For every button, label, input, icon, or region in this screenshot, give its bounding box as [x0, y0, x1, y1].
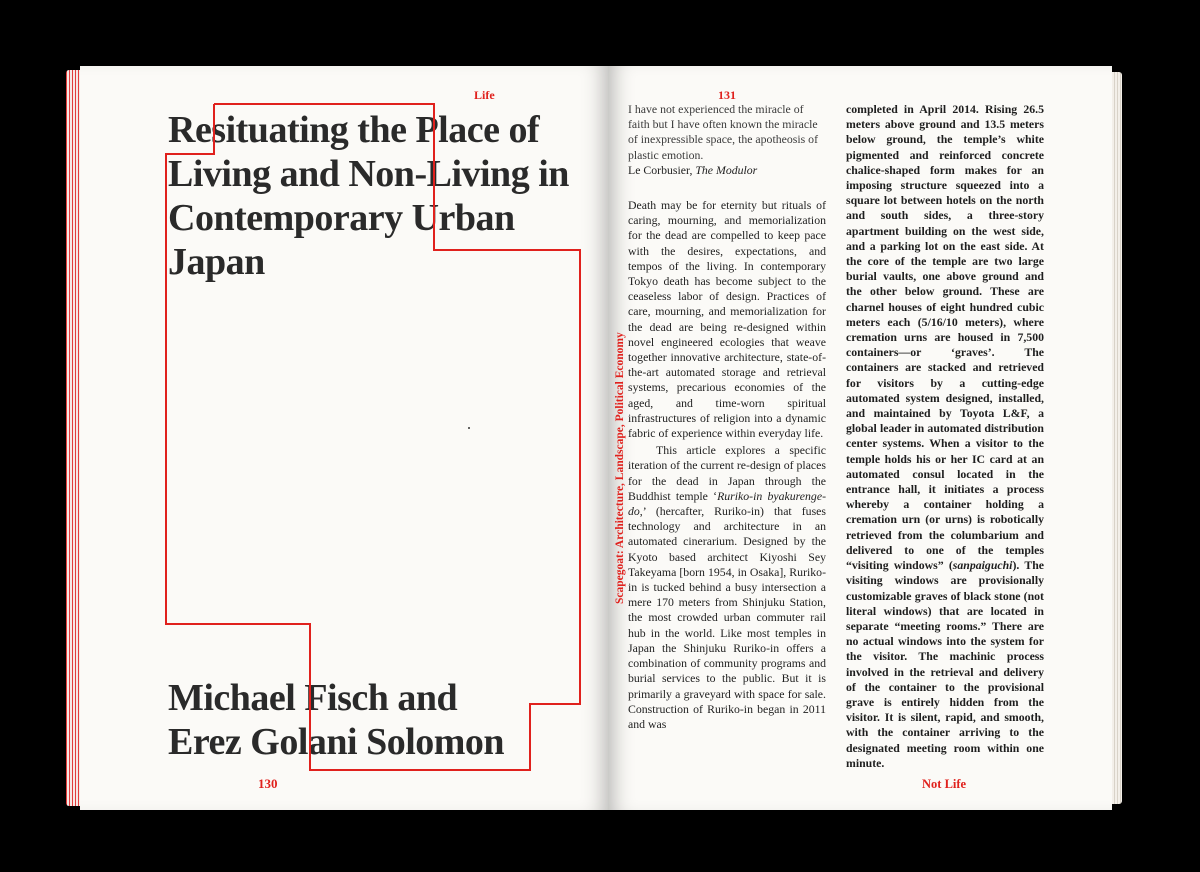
- epigraph-source: The Modulor: [695, 163, 758, 177]
- article-title: Resituating the Place of Living and Non-Living in Contemporary Urban Japan: [168, 109, 569, 283]
- epigraph-author: Le Corbusier,: [628, 163, 696, 177]
- left-page-edges: [66, 70, 80, 806]
- journal-spine-text: Scapegoat: Architecture, Landscape, Political Economy: [614, 332, 626, 604]
- paragraph-3: completed in April 2014. Rising 26.5 meters above ground and 13.5 meters below ground, the temple’s white pigmented and reinforced concrete chalice-shaped form makes for an imposing structure squeezed into a square lot between hotels on the north and south sides, a three-story apartment building on the west side, and a parking lot on the east side. At the core of the temple are two large burial vaults, one above ground and the other below ground. These are charnel houses of eight hundred cubic meters each (5/16/10 meters), where cremation urns are housed in 7,500 containers—or ‘graves’. The containers are stacked and retrieved for visitors by a cutting-edge automated system designed, installed, and maintained by Toyota L&F, a global leader in automated distribution center systems. When a visitor to the temple holds his or her IC card at an automated consul located in the entrance hall, it initiates a process whereby a container holding a cremation urn (or urns) is robotically retrieved from the columbarium and delivered to one of the temples “visiting windows” (sanpaiguchi). The visiting windows are provisionally customizable graves of black stone (not literal windows) that are located in separate “meeting rooms.” There are no actual windows into the system for the visitor. The machinic process involved in the retrieval and delivery of the container to the provisional grave is entirely hidden from the visitor. It is silent, rapid, and smooth, with the container arriving to the designated meeting room within one minute.: [846, 102, 1045, 770]
- folio-left: 130: [258, 776, 278, 791]
- authors-line-2: Erez Golani Solomon: [168, 721, 505, 763]
- epigraph: I have not experienced the miracle of faith but I have often known the miracle of inexpressible space, the apotheosis of plastic emotion.: [628, 102, 819, 162]
- body-column-1: [628, 198, 826, 732]
- authors-line-1: Michael Fisch and: [168, 677, 458, 719]
- right-page-edges: [1112, 72, 1122, 804]
- stray-dot: [468, 427, 470, 429]
- running-head-life: Life: [474, 88, 495, 102]
- paragraph-1: Death may be for eternity but rituals of caring, mourning, and memorialization for the dead are compelled to keep pace with the desires, expectations, and tempos of the living. In contemporary Tokyo death has become subject to the ceaseless labor of design. Practices of care, mourning, and memorialization for the dead are being re-designed within novel engineered ecologies that weave together innovative architecture, state-of-the-art automated storage and retrieval systems, precarious economies of the aged, and time-worn spiritual infrastructures of religion into a dynamic fabric of experience within everyday life.: [628, 198, 826, 441]
- running-foot-not-life: Not Life: [922, 777, 967, 791]
- body-column-2: [846, 102, 1044, 771]
- folio-right: 131: [718, 88, 736, 102]
- article-authors: [168, 676, 586, 764]
- epigraph-attribution: [628, 163, 757, 178]
- paragraph-2: This article explores a specific iteration of the current re-design of places for the dead in Japan through the Buddhist temple ‘Ruriko-in byakurenge-do,’ (hercafter, Ruriko-in) that fuses technology and architecture in an automated cinerarium. Designed by the Kyoto based architect Kiyoshi Sey Takeyama [born 1954, in Osaka], Ruriko-in is tucked behind a busy intersection a mere 170 meters from Shinjuku Station, the most crowded urban commuter rail hub in the world. Like most temples in Japan the Shinjuku Ruriko-in offers a combination of community programs and burial services to the public. But it is primarily a graveyard with space for sale. Construction of Ruriko-in began in 2011 and was: [628, 443, 826, 731]
